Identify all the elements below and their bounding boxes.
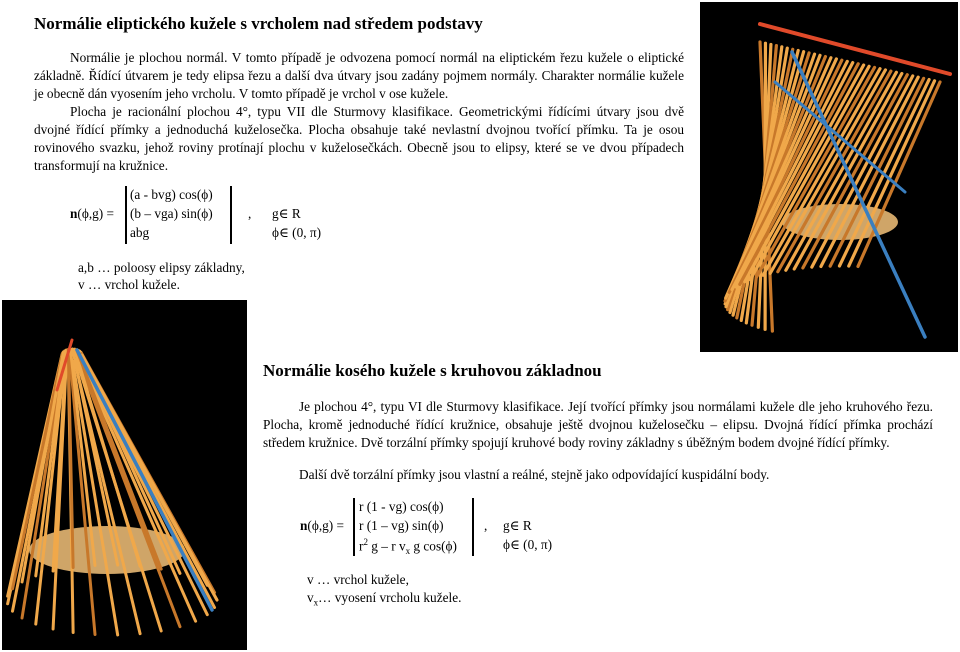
section1-note-2: v … vrchol kužele. [78,277,180,292]
section1-note-1: a,b … poloosy elipsy základny, [78,260,245,275]
formula-row-2: r (1 – vg) sin(ϕ) [359,518,444,533]
formula-comma: , [484,518,488,533]
formula-condition-phi: ϕ∈ (0, π) [272,225,322,240]
matrix-right-bracket [230,186,232,244]
section1-title: Normálie eliptického kužele s vrcholem nad středem podstavy [34,14,483,33]
row3-part-c: g cos(ϕ) [410,538,457,554]
formula-condition-g: g∈ R [503,518,532,533]
section2-paragraph-2: Další dvě torzální přímky jsou vlastní a reálné, stejně jako odpovídající kuspidální body. [299,467,770,482]
section1-paragraph-2: Plocha je racionální plochou 4°, typu VII dle Sturmovy klasifikace. Geometrickými řídícími útvary jsou dvě dvojné řídící přímky a jednoduchá kuželosečka. Plocha obsahuje také nevlastní dvojnou tvořící přímku. Ta je osou rovinového svazku, jehož roviny protínají plochu v kuželosečkách. Obecně jsou to elipsy, které se ve dvou případech transformují na kružnice. [34,104,684,173]
formula-condition-g: g∈ R [272,206,301,221]
photo1-drawing [700,2,958,352]
formula-lhs: (ϕ,g) = [77,206,115,221]
formula-n-symbol: n [300,518,308,533]
formula-n-symbol: n [70,206,78,221]
section2-formula [300,498,620,558]
formula-row-1: (a - bvg) cos(ϕ) [130,187,213,202]
row3-subscript: x [405,546,411,557]
matrix-left-bracket [353,498,355,556]
formula-row-1: r (1 - vg) cos(ϕ) [359,499,444,514]
section2-paragraph-1: Je plochou 4°, typu VI dle Sturmovy klasifikace. Její tvořící přímky jsou normálami kužele dle jeho kruhového řezu. Plocha, kromě jednoduché řídící kružnice, obsahuje ještě dvojnou kuželosečku – elipsu. Dvojná řídící přímka prochází středem kružnice. Dvě torzální přímky spojují kruhové body roviny základny s úběžným bodem dvojné řídící přímky. [263,399,933,450]
formula-lhs: (ϕ,g) = [307,518,345,533]
note-vx-b: … vyosení vrcholu kužele. [318,590,462,605]
formula-row-3 [359,537,457,556]
formula-row-2: (b – vga) sin(ϕ) [130,206,213,221]
photo-elliptic-cone-normal [700,2,958,352]
matrix-right-bracket [472,498,474,556]
row3-part-b: g – r v [367,538,406,554]
matrix-left-bracket [125,186,127,244]
photo-oblique-cone-normal [2,300,247,650]
section2-note-vx [307,589,461,612]
row3-part-a: r [359,538,364,554]
photo2-drawing [2,300,247,650]
section2-title: Normálie kosého kužele s kruhovou základnou [263,361,602,380]
formula-condition-phi: ϕ∈ (0, π) [503,537,553,552]
formula-comma: , [248,206,252,221]
section1-formula [70,186,370,246]
note-vx-subscript: x [313,597,319,608]
note-vx-a: v [307,590,314,605]
formula-row-3: abg [130,225,150,240]
section2-note-v: v … vrchol kužele, [307,572,409,587]
row3-superscript: 2 [363,537,368,547]
section1-paragraph-1: Normálie je plochou normál. V tomto případě je odvozena pomocí normál na eliptickém řezu kužele o eliptické základně. Řídící útvarem je tedy elipsa řezu a další dva útvary jsou zadány pojmem normály. Charakter normálie kužele je obecně dán vyosením jeho vrcholu. V tomto případě je vrchol v ose kužele. [34,50,684,101]
